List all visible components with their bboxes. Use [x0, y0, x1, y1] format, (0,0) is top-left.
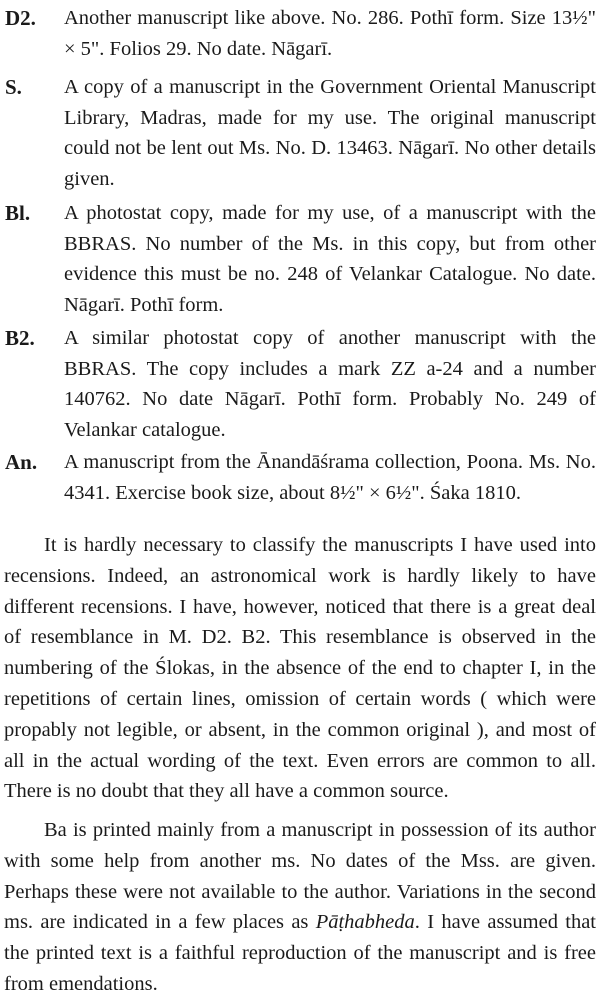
paragraph-text: . I have assumed that the printed text is a faithful reproduction of the manuscript and is free from emendations. — [4, 911, 596, 995]
entry-siglum: B2. — [5, 326, 35, 350]
entry-description: A similar photostat copy of another manuscript with the BBRAS. The copy includes a mark ZZ a-24 and a number 140762. No date Nāgarī. Pothī form. Probably No. 249 of Velankar catalogue. — [64, 327, 596, 441]
entry-description: A manuscript from the Ānandāśrama collection, Poona. Ms. No. 4341. Exercise book size, about 8½" × 6½". Śaka 1810. — [64, 451, 596, 504]
italic-term: Pāṭhabheda — [315, 911, 415, 934]
entry-siglum: Bl. — [5, 201, 31, 225]
paragraph-text: Ba is printed mainly from a manuscript in possession of its author with some help from another ms. No dates of the Mss. are given. Perhaps these were not available to the author. Variations in the second ms. are indicated in a few places as — [4, 819, 596, 934]
body-paragraph-recensions: It is hardly necessary to classify the manuscripts I have used into recensions. Indeed, an astronomical work is hardly likely to have different recensions. I have, however, noticed that there is a great deal of resemblance in M. D2. B2. This resemblance is observed in the numbering of the Ślokas, in the absence of the end to chapter I, in the repetitions of certain lines, omission of certain words ( which were propably not legible, or absent, in the common original ), and most of all in the actual wording of the text. Even errors are common to all. There is no doubt that they all have a common source. — [4, 534, 596, 803]
entry-description: A photostat copy, made for my use, of a manuscript with the BBRAS. No number of the Ms. in this copy, but from other evidence this must be no. 248 of Velankar Catalogue. No date. Nāgarī. Pothī form. — [64, 202, 596, 316]
body-paragraph-ba — [4, 815, 596, 1000]
entry-siglum: An. — [5, 450, 38, 474]
entry-siglum: S. — [5, 75, 22, 99]
entry-description: Another manuscript like above. No. 286. Pothī form. Size 13½" × 5". Folios 29. No date. Nāgarī. — [64, 7, 596, 60]
entry-description: A copy of a manuscript in the Government Oriental Manuscript Library, Madras, made for my use. The original manuscript could not be lent out Ms. No. D. 13463. Nāgarī. No other details given. — [64, 76, 596, 190]
entry-siglum: D2. — [5, 6, 36, 30]
